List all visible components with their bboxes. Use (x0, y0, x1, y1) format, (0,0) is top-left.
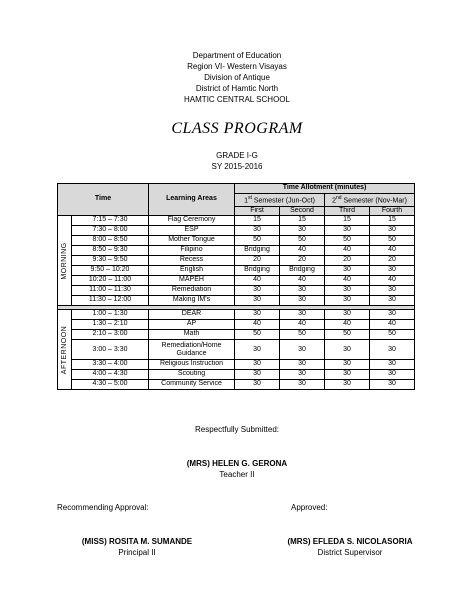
minutes-cell: 30 (370, 266, 415, 276)
time-cell: 1:00 – 1:30 (72, 310, 149, 320)
minutes-cell: 30 (370, 310, 415, 320)
minutes-cell: 30 (370, 340, 415, 360)
minutes-cell: 40 (370, 276, 415, 286)
minutes-cell: 30 (235, 370, 280, 380)
learning-areas-header: Learning Areas (149, 184, 235, 216)
time-cell: 8:00 – 8:50 (72, 236, 149, 246)
minutes-cell: 30 (235, 226, 280, 236)
header-line-2: Region VI- Western Visayas (187, 62, 287, 71)
area-cell: Scouting (149, 370, 235, 380)
minutes-cell: 30 (280, 310, 325, 320)
time-cell: 11:30 – 12:00 (72, 296, 149, 306)
minutes-cell: 30 (370, 226, 415, 236)
area-cell: Math (149, 330, 235, 340)
minutes-cell: 30 (325, 310, 370, 320)
area-cell: Remediation/Home Guidance (149, 340, 235, 360)
minutes-cell: 30 (325, 226, 370, 236)
minutes-cell: 40 (280, 320, 325, 330)
minutes-cell: 30 (370, 296, 415, 306)
time-cell: 4:30 – 5:00 (72, 380, 149, 390)
table-row (58, 370, 415, 380)
class-program-table (57, 183, 415, 390)
table-row (58, 360, 415, 370)
minutes-cell: 20 (325, 256, 370, 266)
minutes-cell: 50 (325, 330, 370, 340)
principal-name: (MISS) ROSITA M. SUMANDE (81, 537, 193, 546)
time-cell: 11:00 – 11:30 (72, 286, 149, 296)
minutes-cell: 30 (325, 266, 370, 276)
minutes-cell: 40 (370, 246, 415, 256)
morning-session-label: MORNING (58, 216, 72, 306)
time-cell: 7:15 – 7:30 (72, 216, 149, 226)
minutes-cell: 30 (370, 286, 415, 296)
minutes-cell: 15 (370, 216, 415, 226)
minutes-cell: 30 (235, 360, 280, 370)
minutes-cell: 40 (325, 246, 370, 256)
minutes-cell: 30 (370, 380, 415, 390)
first-semester-header: 1st Semester (Jun-Oct) (235, 194, 325, 207)
minutes-cell: 50 (370, 330, 415, 340)
area-cell: Religious Instruction (149, 360, 235, 370)
quarter-second-header: Second (280, 206, 325, 215)
minutes-cell: Bridging (280, 266, 325, 276)
minutes-cell: 30 (280, 370, 325, 380)
minutes-cell: 50 (235, 330, 280, 340)
minutes-cell: 50 (280, 236, 325, 246)
table-row (58, 286, 415, 296)
respectfully-submitted-label: Respectfully Submitted: (194, 425, 280, 434)
minutes-cell: 30 (235, 310, 280, 320)
table-row (58, 266, 415, 276)
minutes-cell: Bridging (235, 246, 280, 256)
minutes-cell: 30 (280, 380, 325, 390)
teacher-name: (MRS) HELEN G. GERONA (186, 459, 288, 468)
minutes-cell: 30 (325, 380, 370, 390)
table-row (58, 330, 415, 340)
minutes-cell: 30 (325, 370, 370, 380)
table-row (58, 246, 415, 256)
supervisor-title: District Supervisor (317, 548, 383, 557)
minutes-cell: 20 (370, 256, 415, 266)
table-row (58, 320, 415, 330)
minutes-cell: 40 (325, 320, 370, 330)
afternoon-session-label: AFTERNOON (58, 310, 72, 390)
quarter-first-header: First (235, 206, 280, 215)
minutes-cell: 30 (280, 340, 325, 360)
minutes-cell: 40 (235, 320, 280, 330)
table-row (58, 296, 415, 306)
minutes-cell: 50 (325, 236, 370, 246)
second-semester-header: 2nd Semester (Nov-Mar) (325, 194, 415, 207)
time-cell: 8:50 – 9:30 (72, 246, 149, 256)
minutes-cell: 50 (235, 236, 280, 246)
minutes-cell: 30 (325, 296, 370, 306)
minutes-cell: 15 (235, 216, 280, 226)
time-cell: 9:50 – 10:20 (72, 266, 149, 276)
minutes-cell: 40 (280, 276, 325, 286)
area-cell: Filipino (149, 246, 235, 256)
header-line-5: HAMTIC CENTRAL SCHOOL (184, 95, 290, 104)
minutes-cell: 30 (325, 286, 370, 296)
minutes-cell: 50 (280, 330, 325, 340)
teacher-title: Teacher II (219, 470, 255, 479)
area-cell: Mother Tongue (149, 236, 235, 246)
minutes-cell: 30 (325, 360, 370, 370)
time-cell: 4:00 – 4:30 (72, 370, 149, 380)
minutes-cell: 30 (235, 286, 280, 296)
table-row (58, 226, 415, 236)
minutes-cell: 30 (280, 296, 325, 306)
time-cell: 10:20 – 11:00 (72, 276, 149, 286)
area-cell: MAPEH (149, 276, 235, 286)
minutes-cell: 40 (370, 320, 415, 330)
minutes-cell: 15 (325, 216, 370, 226)
area-cell: ESP (149, 226, 235, 236)
header-line-3: Division of Antique (204, 73, 270, 82)
recommending-approval-label: Recommending Approval: (57, 503, 149, 512)
area-cell: Recess (149, 256, 235, 266)
area-cell: Community Service (149, 380, 235, 390)
minutes-cell: 30 (370, 360, 415, 370)
minutes-cell: 30 (280, 286, 325, 296)
quarter-third-header: Third (325, 206, 370, 215)
minutes-cell: 15 (280, 216, 325, 226)
minutes-cell: 40 (280, 246, 325, 256)
minutes-cell: 40 (235, 276, 280, 286)
time-cell: 1:30 – 2:10 (72, 320, 149, 330)
time-allotment-header: Time Allotment (minutes) (235, 184, 415, 194)
time-cell: 2:10 – 3:00 (72, 330, 149, 340)
minutes-cell: 30 (235, 380, 280, 390)
time-cell: 3:30 – 4:00 (72, 360, 149, 370)
minutes-cell: 50 (370, 236, 415, 246)
school-year-label: SY 2015-2016 (211, 162, 263, 171)
minutes-cell: 30 (235, 296, 280, 306)
approved-label: Approved: (291, 503, 328, 512)
minutes-cell: 40 (325, 276, 370, 286)
minutes-cell: 30 (280, 360, 325, 370)
table-row (58, 380, 415, 390)
minutes-cell: 30 (370, 370, 415, 380)
area-cell: AP (149, 320, 235, 330)
table-row (58, 310, 415, 320)
header-line-4: District of Hamtic North (195, 84, 279, 93)
time-cell: 9:30 – 9:50 (72, 256, 149, 266)
table-row (58, 276, 415, 286)
page-title: CLASS PROGRAM (171, 120, 303, 137)
time-cell: 3:00 – 3:30 (72, 340, 149, 360)
area-cell: English (149, 266, 235, 276)
time-header: Time (58, 184, 149, 216)
table-row (58, 216, 415, 226)
principal-title: Principal II (118, 548, 156, 557)
time-cell: 7:30 – 8:00 (72, 226, 149, 236)
area-cell: Making IM’s (149, 296, 235, 306)
minutes-cell: 30 (325, 340, 370, 360)
grade-label: GRADE I-G (216, 151, 258, 160)
header-line-1: Department of Education (192, 51, 282, 60)
minutes-cell: 20 (235, 256, 280, 266)
area-cell: Remediation (149, 286, 235, 296)
area-cell: Flag Ceremony (149, 216, 235, 226)
area-cell: DEAR (149, 310, 235, 320)
table-row (58, 340, 415, 360)
minutes-cell: 30 (280, 226, 325, 236)
table-row (58, 236, 415, 246)
minutes-cell: Bridging (235, 266, 280, 276)
minutes-cell: 20 (280, 256, 325, 266)
quarter-fourth-header: Fourth (370, 206, 415, 215)
minutes-cell: 30 (235, 340, 280, 360)
supervisor-name: (MRS) EFLEDA S. NICOLASORIA (287, 537, 413, 546)
table-row (58, 256, 415, 266)
